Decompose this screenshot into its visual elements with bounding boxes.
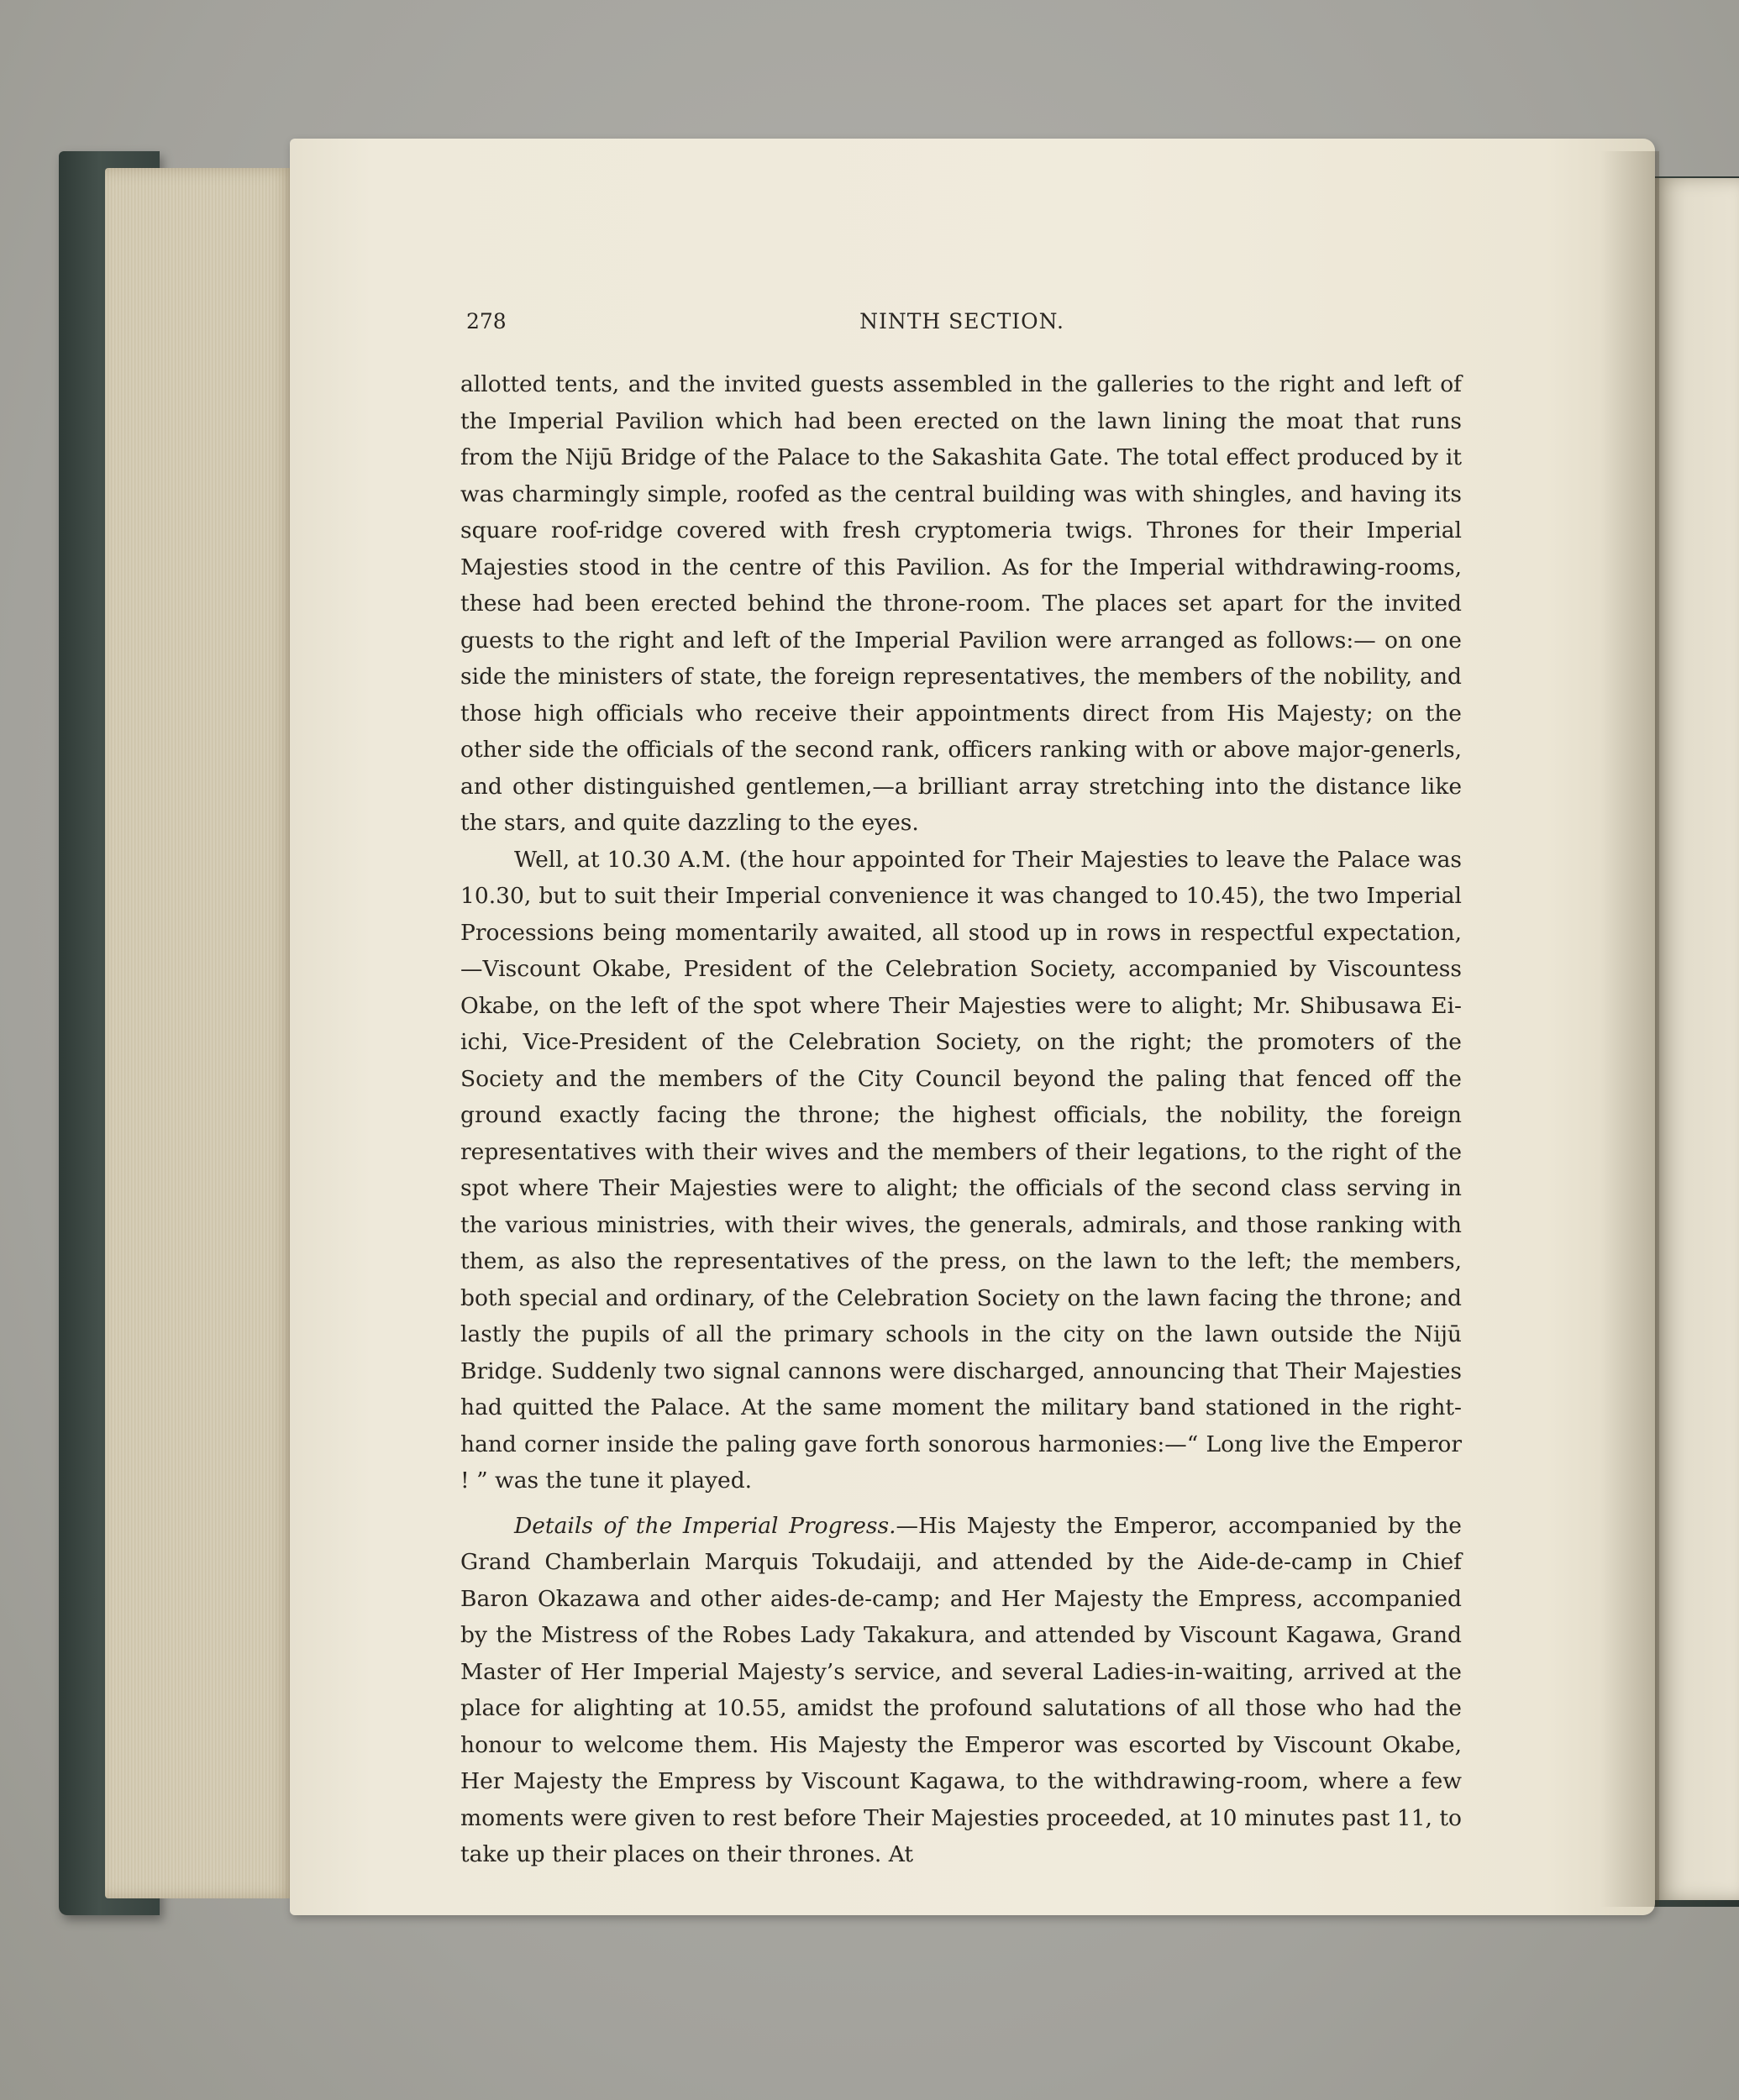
paragraph-3-text: —His Majesty the Emperor, accompanied by the Grand Chamberlain Marquis Tokudaiji, and attended by the Aide-de-camp in Chief Baron Okazawa and other aides-de-camp; and Her Majesty the Empress, accompanied by the Mistress of the Robes Lady Takakura, and attended by Viscount Kagawa, Grand Master of Her Imperial Majesty’s service, and several Ladies-in-waiting, arrived at the place for alighting at 10.55, amidst the profound salutations of all those who had the honour to welcome them. His Majesty the Emperor was escorted by Viscount Okabe, Her Majesty the Empress by Viscount Kagawa, to the withdrawing-room, where a few moments were given to rest before Their Majesties proceeded, at 10 minutes past 11, to take up their places on their thrones. At — [460, 1512, 1462, 1867]
paragraph-3 — [460, 1508, 1462, 1873]
running-header — [466, 309, 1458, 343]
paragraph-3-lead: Details of the Imperial Progress. — [514, 1512, 896, 1539]
facing-page-edge — [1655, 178, 1739, 1900]
section-title: NINTH SECTION. — [859, 309, 1064, 333]
page-number: 278 — [466, 309, 507, 333]
paragraph-2-text: Well, at 10.30 A.M. (the hour appointed for Their Majesties to leave the Palace was 10.30, but to suit their Imperial convenience it was changed to 10.45), the two Imperial Processions being momentarily awaited, all stood up in rows in respectful expectation,—Viscount Okabe, President of the Celebration Society, accompanied by Viscountess Okabe, on the left of the spot where Their Majesties were to alight; Mr. Shibusawa Ei-ichi, Vice-President of the Celebration Society, on the right; the promoters of the Society and the members of the City Council beyond the paling that fenced off the ground exactly facing the throne; the highest officials, the nobility, the foreign representatives with their wives and the members of their legations, to the right of the spot where Their Majesties were to alight; the officials of the second class serving in the various ministries, with their wives, the generals, admirals, and those ranking with them, as also the representatives of the press, on the lawn to the left; the members, both special and ordinary, of the Celebration Society on the lawn facing the throne; and lastly the pupils of all the primary schools in the city on the lawn outside the Nijū Bridge. Suddenly two signal cannons were discharged, announcing that Their Majesties had quitted the Palace. At the same moment the military band stationed in the right-hand corner inside the paling gave forth sonorous harmonies:—“ Long live the Emperor ! ” was the tune it played. — [460, 846, 1462, 1494]
paragraph-1-text: allotted tents, and the invited guests assembled in the galleries to the right and left of the Imperial Pavilion which had been erected on the lawn lining the moat that runs from the Nijū Bridge of the Palace to the Sakashita Gate. The total effect produced by it was charmingly simple, roofed as the central building was with shingles, and having its square roof-ridge covered with fresh cryptomeria twigs. Thrones for their Imperial Majesties stood in the centre of this Pavilion. As for the Imperial withdrawing-rooms, these had been erected behind the throne-room. The places set apart for the invited guests to the right and left of the Imperial Pavilion were arranged as follows:— on one side the ministers of state, the foreign representatives, the members of the nobility, and those high officials who receive their appointments direct from His Majesty; on the other side the officials of the second rank, officers ranking with or above major-generls, and other distinguished gentlemen,—a brilliant array stretching into the distance like the stars, and quite dazzling to the eyes. — [460, 371, 1462, 836]
paragraph-2 — [460, 842, 1462, 1499]
page-edges — [105, 168, 294, 1898]
paragraph-1 — [460, 366, 1462, 842]
gutter-shadow — [1600, 151, 1659, 1907]
body-text — [460, 366, 1462, 1873]
